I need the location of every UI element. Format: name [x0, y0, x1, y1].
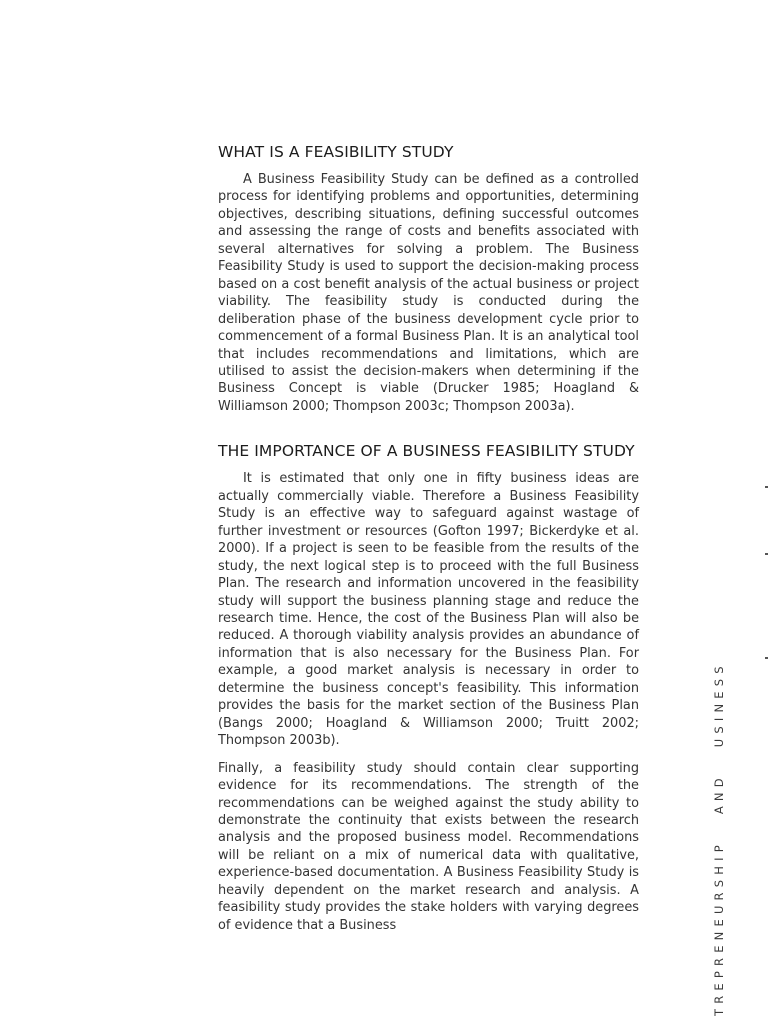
vertical-running-header — [712, 661, 726, 1016]
body-paragraph: A Business Feasibility Study can be defined as a controlled process for identifying problems and opportunities, determining objectives, describing situations, defining successful outcomes and assessing the range of costs and benefits associated with several alternatives for solving a problem. The Business Feasibility Study is used to support the decision-making process based on a cost benefit analysis of the actual business or project viability. The feasibility study is conducted during the deliberation phase of the business development cycle prior to commencement of a formal Business Plan. It is an analytical tool that includes recommendations and limitations, which are utilised to assist the decision-makers when determining if the Business Concept is viable (Drucker 1985; Hoagland & Williamson 2000; Thompson 2003c; Thompson 2003a). — [218, 172, 639, 414]
section-heading-what-is: WHAT IS A FEASIBILITY STUDY — [218, 143, 454, 161]
running-header-part: TREPRENEURSHIP — [712, 840, 726, 1016]
section-heading-importance: THE IMPORTANCE OF A BUSINESS FEASIBILITY STUDY — [218, 442, 635, 461]
running-header-part: USINESS — [712, 661, 726, 748]
running-header-part: AND — [712, 773, 726, 815]
page-content — [218, 142, 639, 934]
body-paragraph: It is estimated that only one in fifty business ideas are actually commercially viable. Therefore a Business Feasibility Study is an effective way to safeguard against wastage of further investment or resources (Gofton 1997; Bickerdyke et al. 2000). If a project is seen to be feasible from the results of the study, the next logical step is to proceed with the full Business Plan. The research and information uncovered in the feasibility study will support the business planning stage and reduce the research time. Hence, the cost of the Business Plan will also be reduced. A thorough viability analysis provides an abundance of information that is also necessary for the Business Plan. For example, a good market analysis is necessary in order to determine the business concept's feasibility. This information provides the basis for the market section of the Business Plan (Bangs 2000; Hoagland & Williamson 2000; Truitt 2002; Thompson 2003b). — [218, 471, 639, 749]
body-paragraph: Finally, a feasibility study should contain clear supporting evidence for its recommendations. The strength of the recommendations can be weighed against the study ability to demonstrate the continuity that exists between the research analysis and the proposed business model. Recommendations will be reliant on a mix of numerical data with qualitative, experience-based documentation. A Business Feasibility Study is heavily dependent on the market research and analysis. A feasibility study provides the stake holders with varying degrees of evidence that a Business — [218, 760, 639, 933]
